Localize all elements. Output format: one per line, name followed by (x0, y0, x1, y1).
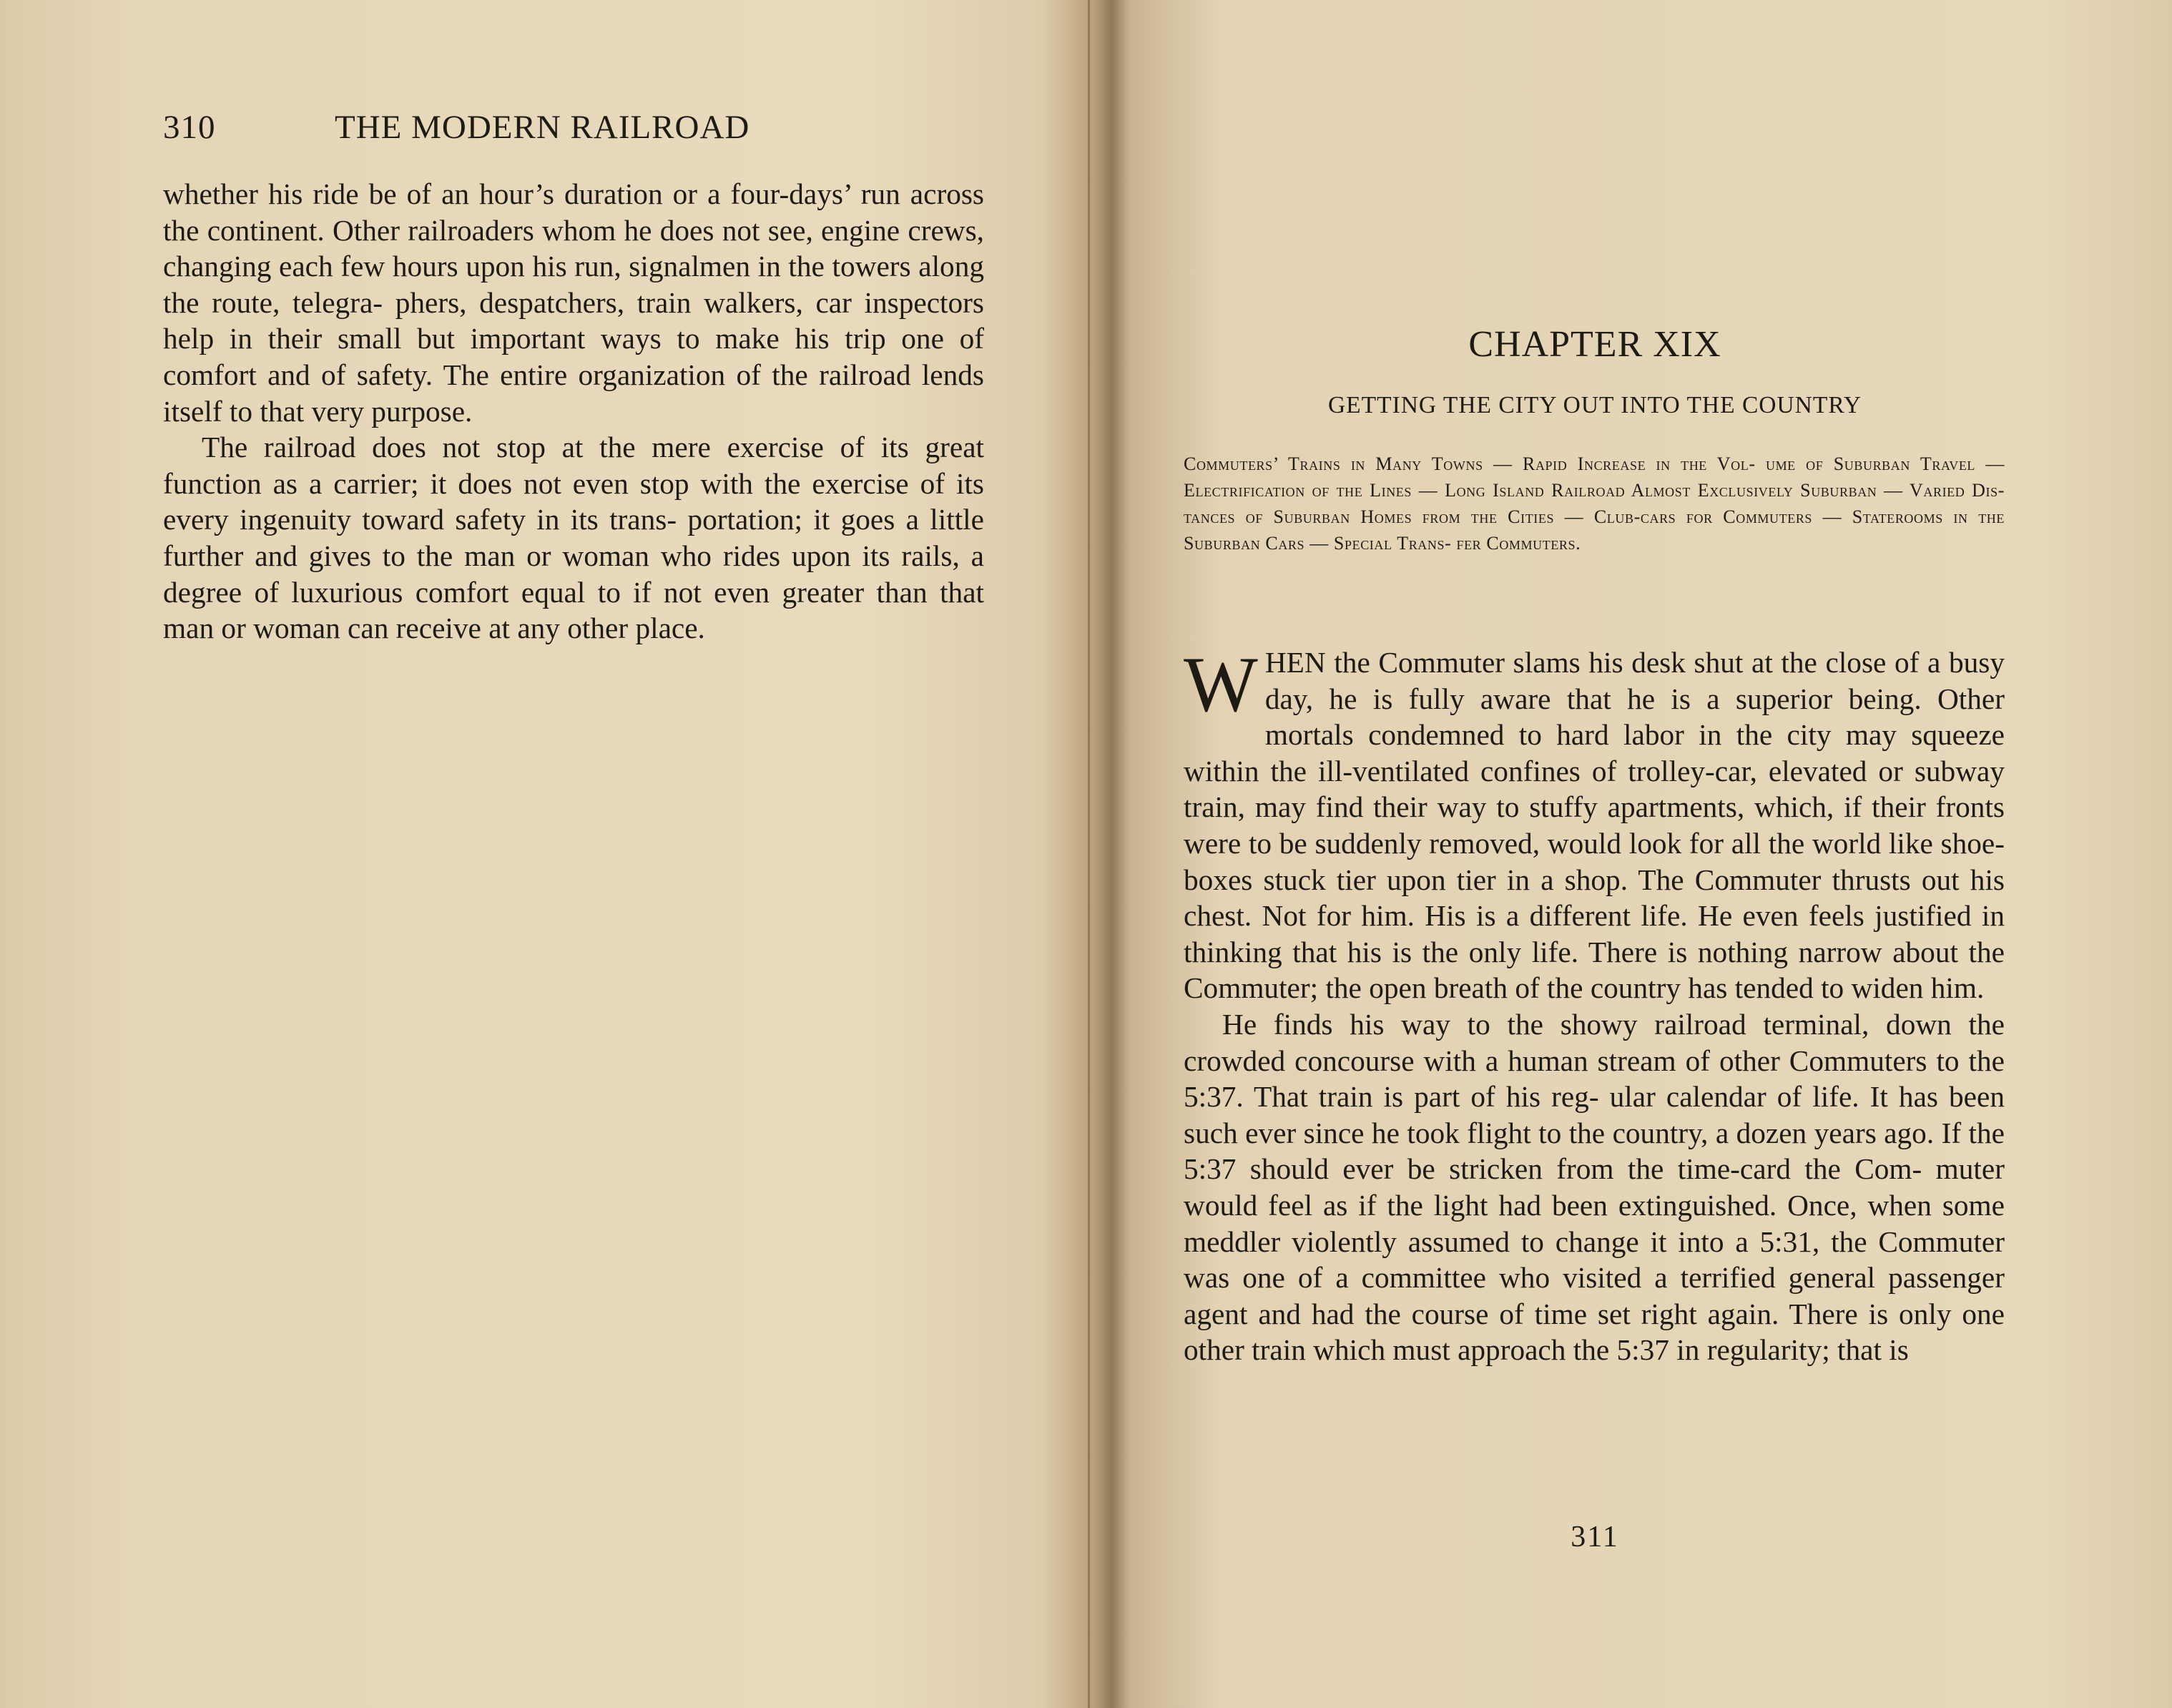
left-running-head (163, 106, 986, 149)
right-body-text (1184, 641, 2005, 1368)
right-paragraph-2: He finds his way to the showy railroad terminal, down the crowded concourse with a human stream of other Commuters to the 5:37. That train is part of his reg- ular calendar of life. It has been such ever since he took flight to the country, a dozen years ago. If the 5:37 should ever be stricken from the time-card the Com- muter would feel as if the light had been extinguished. Once, when some meddler violently assumed to change it into a 5:31, the Commuter was one of a committee who visited a terrified general passenger agent and had the course of time set right again. There is only one other train which must approach the 5:37 in regularity; that is (1184, 1007, 2005, 1367)
chapter-title: GETTING THE CITY OUT INTO THE COUNTRY (1327, 392, 1862, 418)
gutter-fold (1088, 0, 1090, 1708)
running-title: THE MODERN RAILROAD (335, 109, 750, 146)
left-folio: 310 (163, 109, 216, 146)
left-paragraph-2: The railroad does not stop at the mere exercise of its great function as a carrier; it does not even stop with the exercise of its every ingenuity toward safety in its trans- portation; it goes a little further and gives to the man or woman who rides upon its rails, a degree of luxurious comfort equal to if not even greater than that man or woman can receive at any other place. (163, 431, 984, 645)
drop-cap: W (1184, 641, 1258, 728)
right-folio: 311 (1571, 1521, 1619, 1554)
right-paragraph-1-text: HEN the Commuter slams his desk shut at the close of a busy day, he is fully aware that he is a superior being. Other mortals condemned to hard labor in the city may squeeze within the ill-ventilated confines of trolley-car, elevated or subway train, may find their way to stuffy apartments, which, if their fronts were to be suddenly removed, would look for all the world like shoe-boxes stuck tier upon tier in a shop. The Commuter thrusts out his chest. Not for him. His is a different life. He even feels justified in thinking that his is the only life. There is nothing narrow about the Commuter; the open breath of the country has tended to widen him. (1184, 646, 2005, 1005)
chapter-synopsis: Commuters’ Trains in Many Towns — Rapid Increase in the Vol- ume of Suburban Travel — Electrification of the Lines — Long Island Railroad Almost Exclusively Suburban — Varied Dis- tances of Suburban Homes from the Cities — Club-cars for Commuters — Staterooms in the Suburban Cars — Special Trans- fer Commuters. (1184, 453, 2005, 554)
right-paragraph-1 (1184, 641, 2005, 1006)
left-paragraph-1: whether his ride be of an hour’s duration or a four-days’ run across the continent. Other railroaders whom he does not see, engine crews, changing each few hours upon his run, signalmen in the towers along the route, telegra- phers, despatchers, train walkers, car inspectors help in their small but important ways to make his trip one of comfort and of safety. The entire organization of the railroad lends itself to that very purpose. (163, 177, 984, 428)
chapter-number: CHAPTER XIX (1468, 324, 1721, 365)
left-body-text (163, 176, 984, 647)
left-page (0, 0, 1076, 1708)
